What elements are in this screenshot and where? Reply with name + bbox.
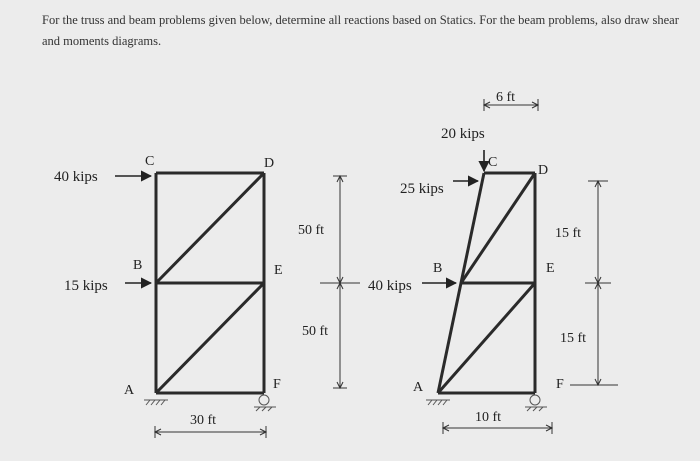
truss2-dim-bottom: 15 ft (560, 331, 587, 346)
truss1-load-label-c: 40 kips (54, 169, 98, 185)
truss1-dim-bottom: 50 ft (302, 324, 329, 339)
truss1-dim-width: 30 ft (190, 413, 217, 428)
truss1-member-ae (156, 283, 264, 393)
truss1-node-a: A (124, 383, 135, 398)
truss1-dim-top: 50 ft (298, 223, 325, 238)
truss2-node-c: C (488, 155, 498, 170)
truss2-dim-top-offset: 6 ft (496, 90, 516, 105)
truss2-dim-width: 10 ft (475, 410, 502, 425)
truss2-load-label-vertical: 20 kips (441, 126, 485, 142)
truss2-node-e: E (546, 261, 555, 276)
truss2-node-f: F (556, 377, 564, 392)
truss1-node-b: B (133, 258, 143, 273)
truss2-node-a: A (413, 380, 424, 395)
truss2-dim-top: 15 ft (555, 226, 582, 241)
truss1-pin-support (144, 400, 168, 405)
problem-statement: For the truss and beam problems given below, determine all reactions based on Statics. For the beam problems, also draw shear and moments diagrams. (42, 13, 679, 48)
truss2-load-label-b: 40 kips (368, 278, 412, 294)
truss1-node-c: C (145, 154, 155, 169)
truss2-member-ae (438, 283, 535, 393)
truss2-node-b: B (433, 261, 443, 276)
truss2-node-d: D (538, 163, 549, 178)
truss1-load-label-b: 15 kips (64, 278, 108, 294)
truss1-vertical-dimension (320, 176, 360, 388)
truss1-member-bd (156, 173, 264, 283)
truss2-vertical-dimension (570, 181, 618, 385)
truss1-node-f: F (273, 377, 281, 392)
truss2-roller-support (525, 395, 547, 411)
truss1-node-e: E (274, 263, 283, 278)
truss-1 (156, 173, 264, 393)
truss2-pin-support (426, 400, 450, 405)
truss2-load-label-horizontal: 25 kips (400, 181, 444, 197)
truss1-roller-support (254, 395, 276, 411)
truss1-node-d: D (264, 156, 275, 171)
